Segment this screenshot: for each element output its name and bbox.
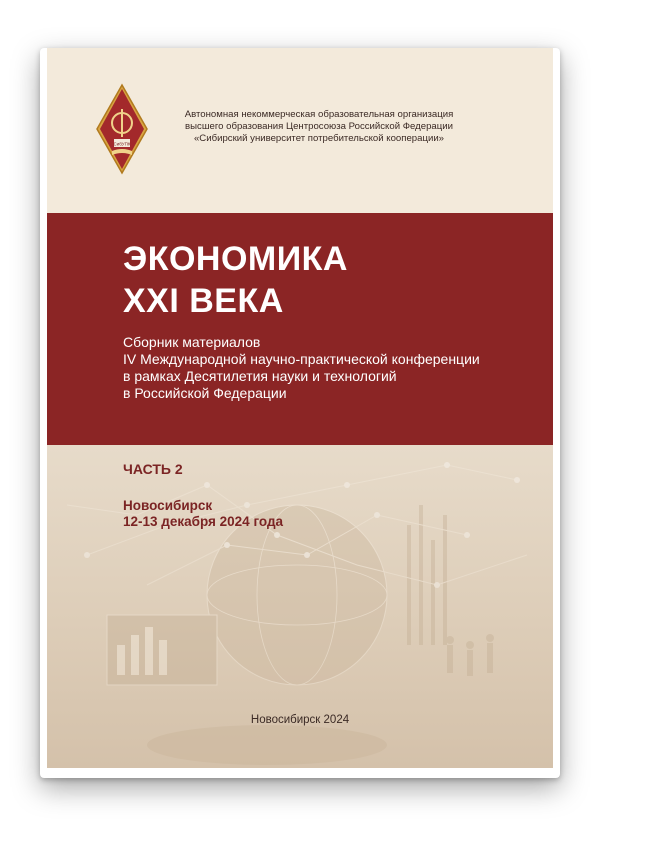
- logo-text: СибУПК: [113, 141, 131, 147]
- book-cover: [47, 48, 553, 768]
- subtitle-line-1: Сборник материалов: [123, 334, 261, 350]
- organization-line-3: «Сибирский университет потребительской кооперации»: [193, 133, 445, 144]
- organization-line-1: Автономная некоммерческая образовательная организация: [184, 109, 454, 120]
- title-line-2: XXI ВЕКА: [123, 282, 284, 320]
- event-place-date: [123, 498, 283, 530]
- book-subtitle: [123, 334, 480, 402]
- publication-place-year: Новосибирск 2024: [250, 714, 350, 726]
- subtitle-line-4: в Российской Федерации: [123, 385, 287, 401]
- event-dates: 12-13 декабря 2024 года: [123, 514, 284, 529]
- university-badge-icon: [95, 83, 149, 175]
- organization-line-2: высшего образования Центросоюза Российской Федерации: [185, 121, 453, 132]
- book-title: [123, 238, 348, 322]
- subtitle-line-2: IV Международной научно-практической конференции: [123, 351, 480, 367]
- title-line-1: ЭКОНОМИКА: [123, 240, 348, 278]
- part-number: ЧАСТЬ 2: [123, 461, 183, 477]
- organization-name: [169, 109, 469, 145]
- event-city: Новосибирск: [123, 498, 213, 513]
- subtitle-line-3: в рамках Десятилетия науки и технологий: [123, 368, 397, 384]
